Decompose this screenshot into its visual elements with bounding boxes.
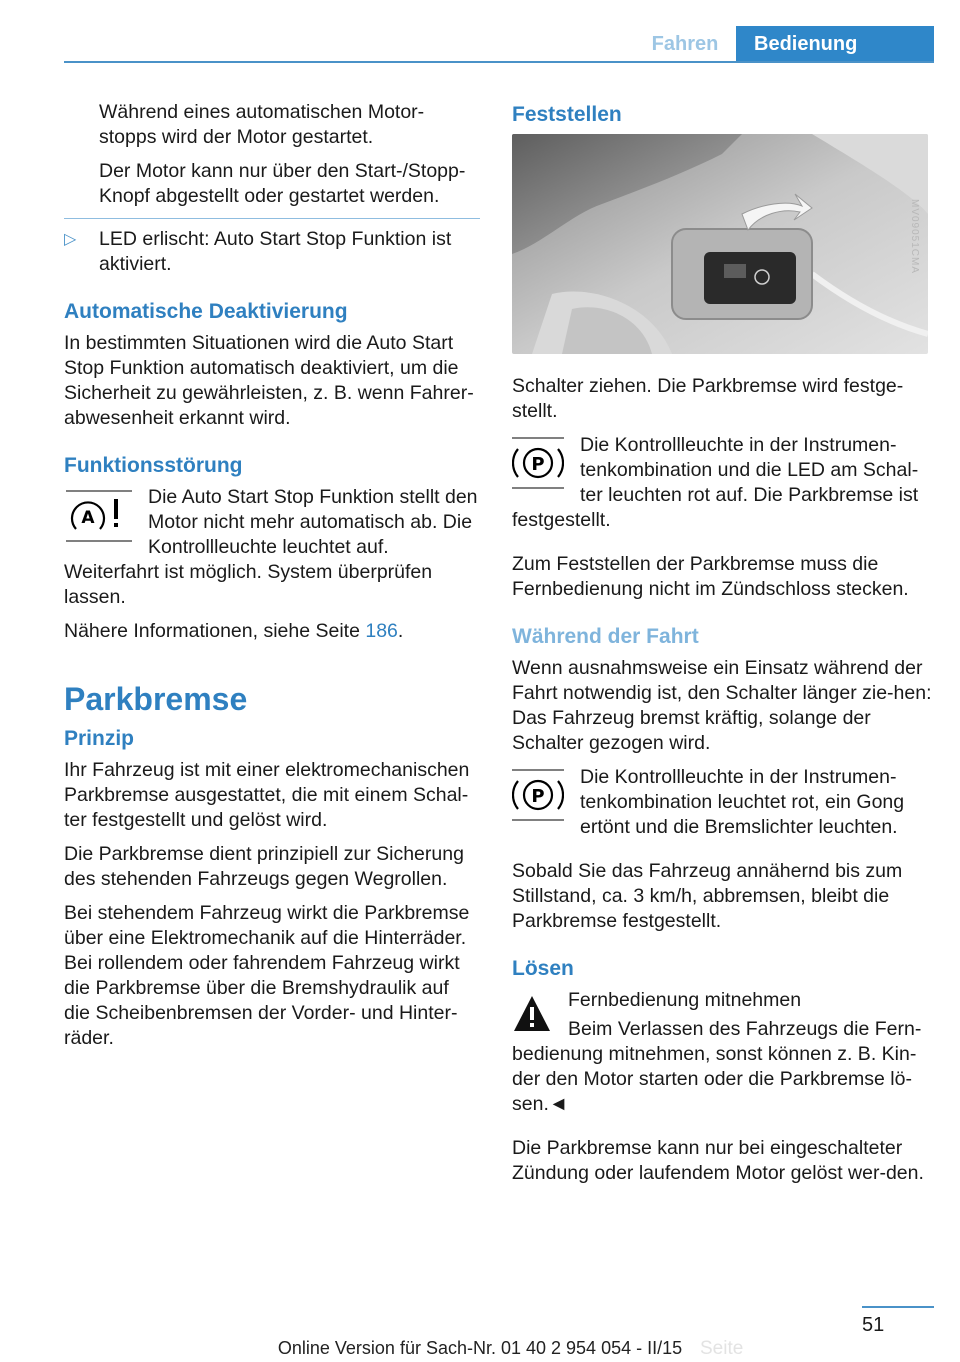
footer-text: Online Version für Sach-Nr. 01 40 2 954 054 - II/15	[277, 1338, 683, 1358]
bullet-separator	[64, 218, 480, 219]
heading-loesen: Lösen	[512, 957, 574, 980]
paragraph-fahrt-3: Sobald Sie das Fahrzeug annähernd bis zum Stillstand, ca. 3 km/h, abbremsen, bleibt die Parkbremse festgestellt.	[512, 860, 903, 932]
heading-waehrend-der-fahrt: Während der Fahrt	[512, 625, 699, 648]
heading-prinzip: Prinzip	[64, 727, 135, 750]
paragraph-schalter-ziehen: Schalter ziehen. Die Parkbremse wird festge-stellt.	[512, 375, 904, 422]
svg-text:P: P	[531, 786, 545, 807]
footer-rule	[862, 1306, 934, 1308]
right-column	[512, 100, 932, 1195]
loesen-warning-block	[512, 988, 932, 1126]
bullet-led	[64, 227, 480, 277]
heading-funktionsstoerung: Funktionsstörung	[64, 454, 243, 477]
warning-title: Fernbedienung mitnehmen	[568, 989, 802, 1011]
paragraph-start-stop-knopf: Der Motor kann nur über den Start-/Stopp-Knopf abgestellt oder gestartet werden.	[99, 160, 466, 207]
warning-triangle-icon	[512, 994, 552, 1034]
page-link-186[interactable]: 186	[365, 620, 398, 642]
stoerung-block	[64, 485, 480, 619]
paragraph-motor-start: Während eines automatischen Motor-stopps wird der Motor gestartet.	[99, 101, 425, 148]
paragraph-info	[64, 619, 480, 644]
header-tab-bedienung: Bedienung	[736, 26, 934, 62]
paragraph-stoerung: Die Auto Start Stop Funktion stellt den Motor nicht mehr automatisch ab. Die Kontrollleuchte leuchtet auf. Weiterfahrt ist möglich. System überprüfen lassen.	[64, 486, 478, 608]
paragraph-loesen: Die Parkbremse kann nur bei eingeschalteter Zündung oder laufendem Motor gelöst wer-den.	[512, 1137, 924, 1184]
paragraph-prinzip-1: Ihr Fahrzeug ist mit einer elektromechanischen Parkbremse ausgestattet, die mit einem Schal-ter festgestellt und gelöst wird.	[64, 759, 470, 831]
bullet-led-text: LED erlischt: Auto Start Stop Funktion ist aktiviert.	[99, 228, 452, 275]
paragraph-kontrollleuchte-festgestellt: Die Kontrollleuchte in der Instrumen-tenkombination und die LED am Schal-ter leuchten rot auf. Die Parkbremse ist festgestellt.	[512, 434, 919, 531]
left-column	[64, 100, 480, 1060]
paragraph-fernbedienung-zuendschloss: Zum Feststellen der Parkbremse muss die Fernbedienung nicht im Zündschloss stecken.	[512, 553, 909, 600]
heading-automatische-deaktivierung: Automatische Deaktivierung	[64, 300, 348, 323]
heading-parkbremse: Parkbremse	[64, 681, 248, 717]
warning-text: Beim Verlassen des Fahrzeugs die Fern-bedienung mitnehmen, sonst können z. B. Kin-der den Motor starten oder die Parkbremse lö-sen.◄	[512, 1018, 922, 1115]
paragraph-prinzip-3: Bei stehendem Fahrzeug wirkt die Parkbremse über eine Elektromechanik auf die Hinterräder. Bei rollendem oder fahrendem Fahrzeug wirkt die Parkbremse über die Bremshydraulik auf die Scheibenbremsen der Vorder- und Hinter-räder.	[64, 902, 470, 1049]
feststellen-warning-block	[512, 433, 932, 542]
header-tab-fahren: Fahren	[651, 33, 719, 55]
paragraph-fahrt-2: Die Kontrollleuchte in der Instrumen-tenkombination leuchtet rot, ein Gong ertönt und die Bremslichter leuchten.	[580, 766, 905, 838]
paragraph-fahrt-1: Wenn ausnahmsweise ein Einsatz während der Fahrt notwendig ist, den Schalter länger zie-hen: Das Fahrzeug bremst kräftig, solange der Schalter gezogen wird.	[512, 657, 932, 754]
auto-start-stop-warning-icon	[64, 489, 134, 543]
info-suffix: .	[397, 620, 404, 642]
parking-brake-indicator-icon	[512, 437, 564, 489]
figure-code: MV09051CMA	[908, 198, 920, 275]
bullet-triangle-icon: ▷	[64, 231, 77, 248]
svg-text:P: P	[531, 454, 545, 475]
header-rule	[64, 61, 934, 63]
paragraph-deaktivierung: In bestimmten Situationen wird die Auto Start Stop Funktion automatisch deaktiviert, um die Sicherheit zu gewährleisten, z. B. wenn Fahrer-abwesenheit erkannt wird.	[64, 332, 474, 429]
parking-brake-switch-image	[512, 134, 928, 354]
info-prefix: Nähere Informationen, siehe Seite	[64, 620, 366, 642]
heading-feststellen: Feststellen	[512, 103, 622, 126]
page-number: 51	[862, 1314, 885, 1336]
paragraph-prinzip-2: Die Parkbremse dient prinzipiell zur Sicherung des stehenden Fahrzeugs gegen Wegrollen.	[64, 843, 464, 890]
fahrt-warning-block	[512, 765, 932, 849]
watermark: Seite	[700, 1338, 744, 1359]
parking-brake-indicator-icon-2	[512, 769, 564, 821]
svg-text:A: A	[81, 508, 95, 528]
